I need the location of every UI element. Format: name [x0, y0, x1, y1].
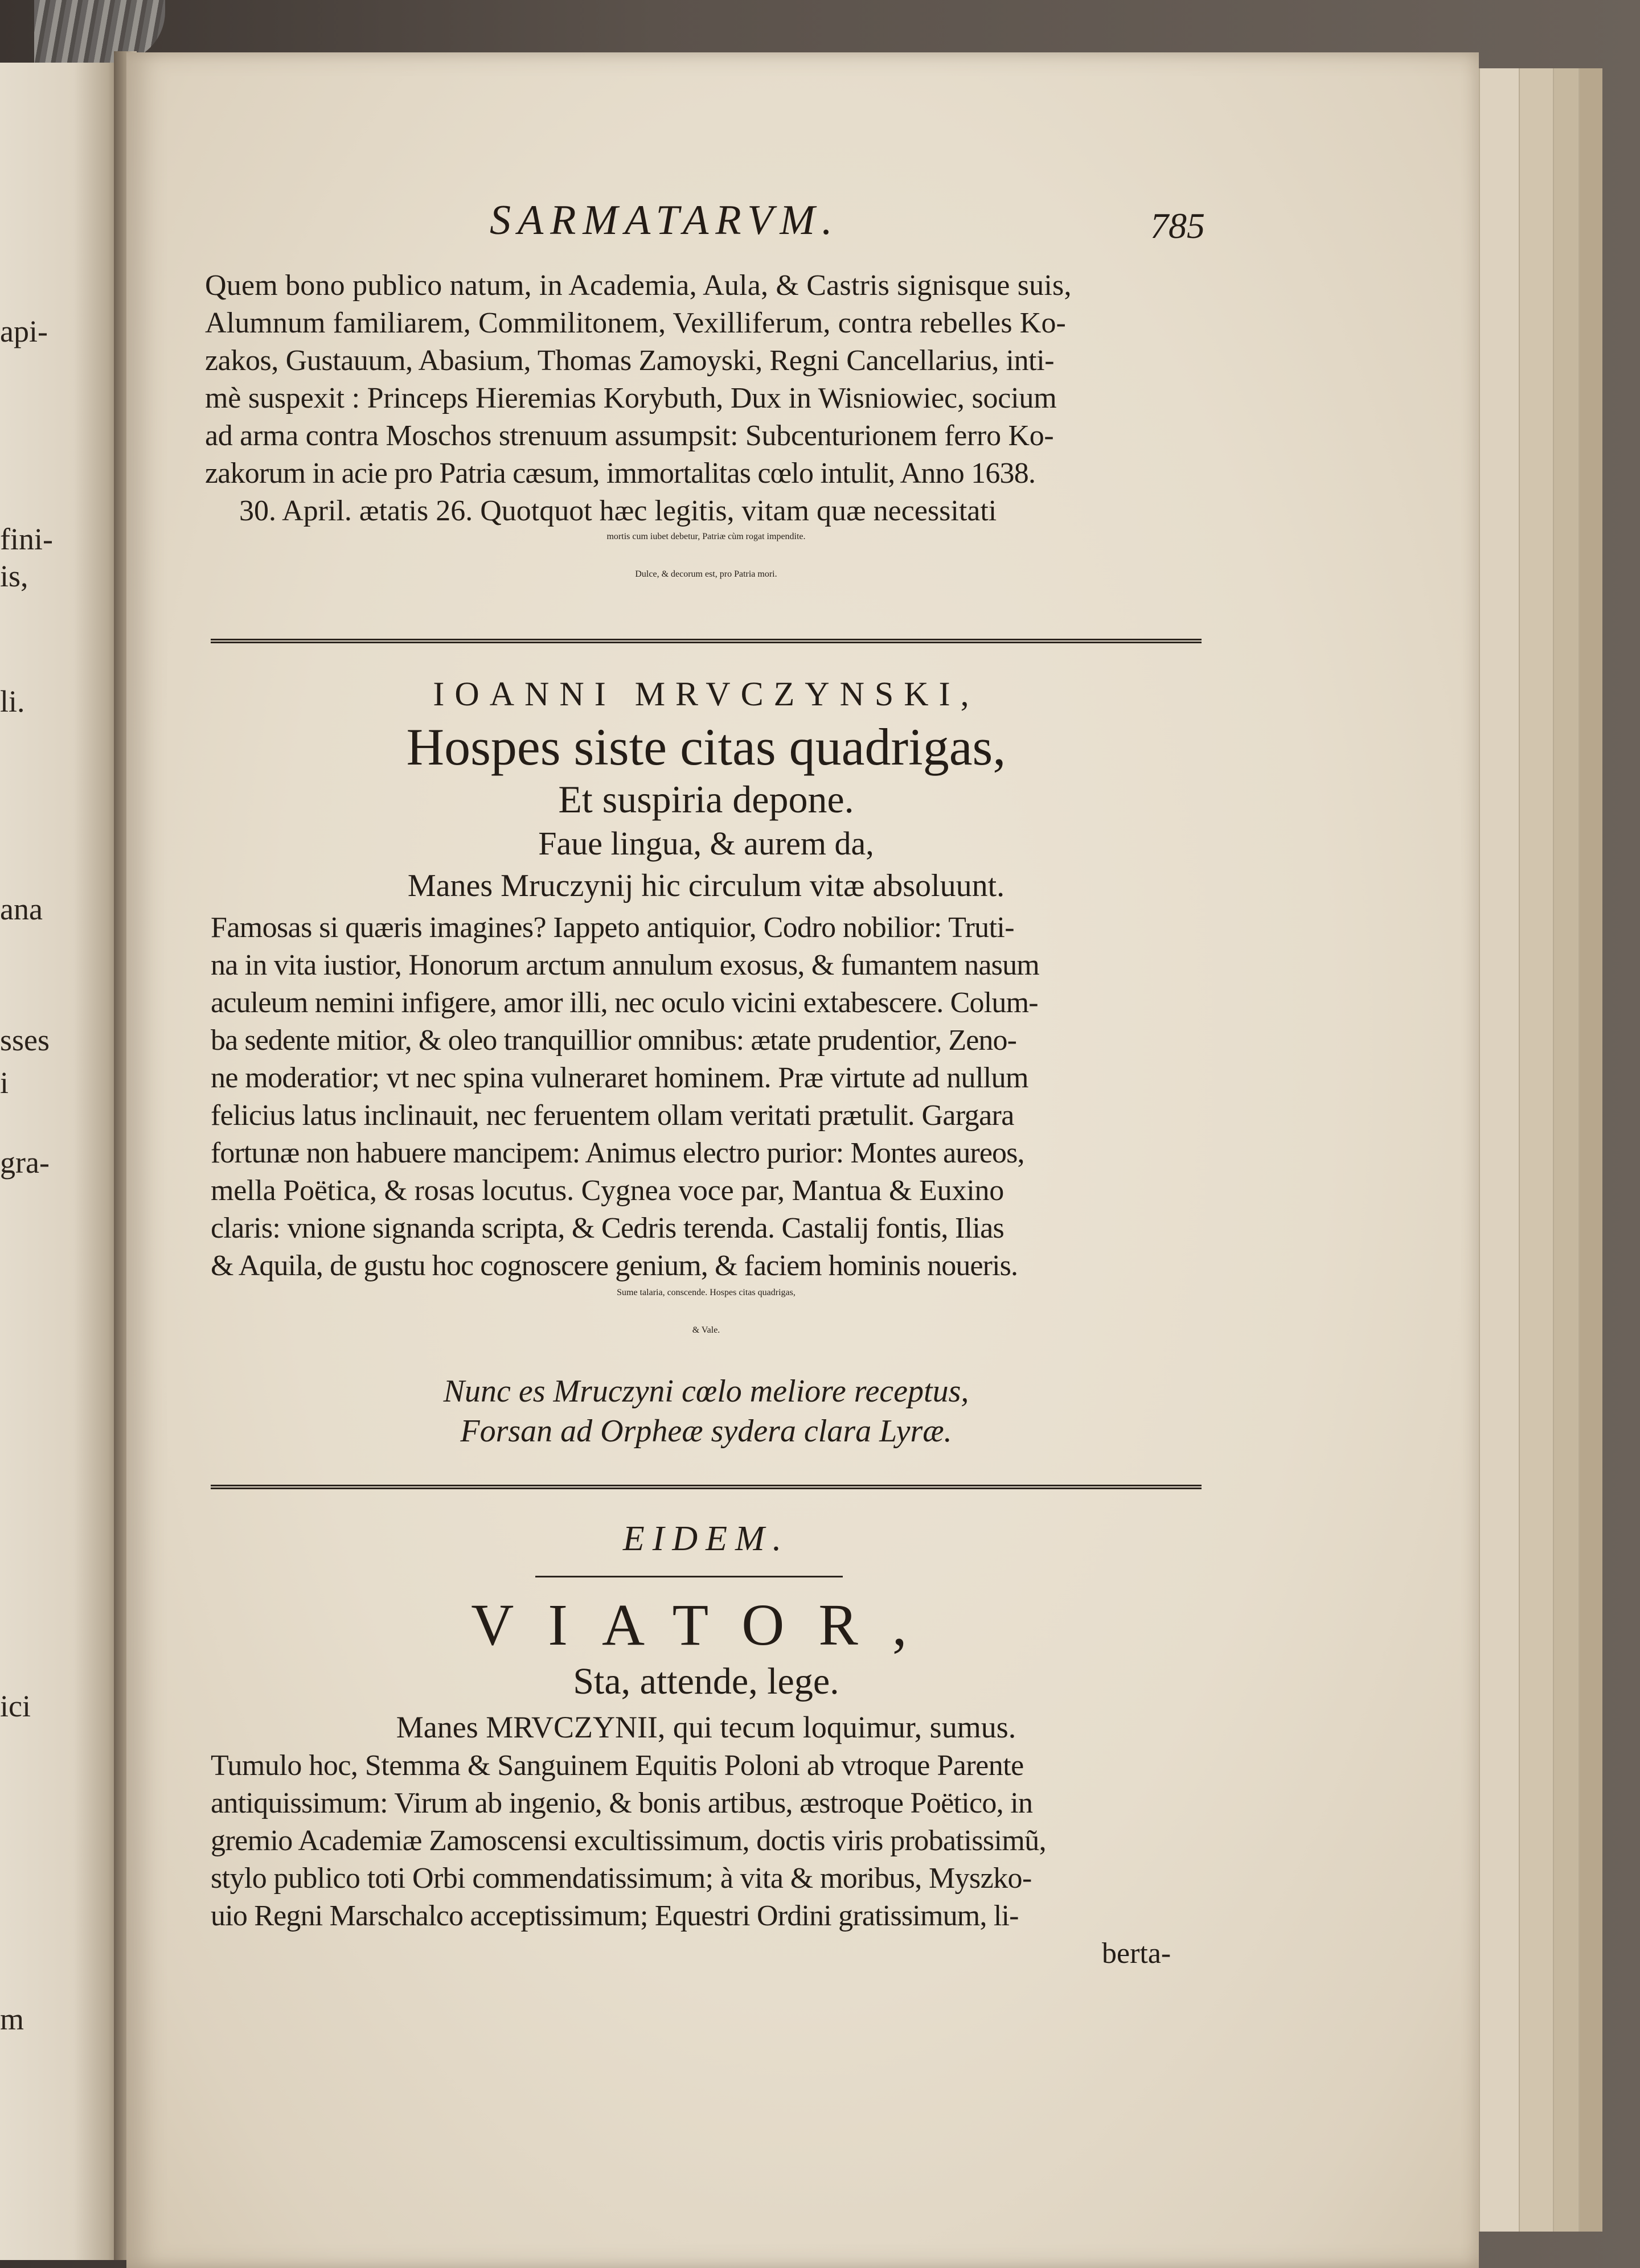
- section-heading: Hospes siste citas quadrigas,: [406, 718, 1006, 776]
- section-rule: [211, 1485, 1202, 1489]
- left-fragment: ici: [0, 1689, 31, 1723]
- text-line: ne moderatior; vt nec spina vulneraret hominem. Præ virtute ad nullum: [211, 1062, 1028, 1094]
- section-subheading: Sta, attende, lege.: [573, 1661, 839, 1702]
- running-title: SARMATARVM.: [490, 197, 839, 244]
- text-line: Quem bono publico natum, in Academia, Aula, & Castris signisque suis,: [205, 269, 1072, 302]
- left-fragment: sses: [0, 1023, 50, 1057]
- text-line: mè suspexit : Princeps Hieremias Korybuth, Dux in Wisniowiec, socium: [205, 382, 1057, 414]
- section-rule: [211, 639, 1202, 643]
- left-fragment: api-: [0, 314, 48, 348]
- text-line: Manes Mruczynij hic circulum vitæ absoluunt.: [407, 868, 1005, 903]
- text-line: Tumulo hoc, Stemma & Sanguinem Equitis Poloni ab vtroque Parente: [211, 1749, 1024, 1782]
- dedicatee-name: IOANNI MRVCZYNSKI,: [433, 675, 979, 713]
- section-subheading: Et suspiria depone.: [558, 778, 854, 821]
- text-line: zakos, Gustauum, Abasium, Thomas Zamoyski, Regni Cancellarius, inti-: [205, 344, 1055, 377]
- text-line: zakorum in acie pro Patria cæsum, immortalitas cœlo intulit, Anno 1638.: [205, 457, 1036, 490]
- text-line: Manes MRVCZYNII, qui tecum loquimur, sumus.: [396, 1710, 1016, 1744]
- text-line: & Aquila, de gustu hoc cognoscere genium, & faciem hominis noueris.: [211, 1250, 1018, 1282]
- catchword: berta-: [1102, 1937, 1171, 1970]
- text-line: mortis cum iubet debetur, Patriæ cùm rogat impendite.: [606, 532, 806, 541]
- text-line: ba sedente mitior, & oleo tranquillior omnibus: ætate prudentior, Zeno-: [211, 1024, 1017, 1057]
- text-line: antiquissimum: Virum ab ingenio, & bonis artibus, æstroque Poëtico, in: [211, 1787, 1033, 1819]
- left-fragment: fini-: [0, 522, 53, 556]
- page-edge: [1519, 68, 1554, 2232]
- text-line: 30. April. ætatis 26. Quotquot hæc legitis, vitam quæ necessitati: [239, 495, 997, 527]
- verse-line: Nunc es Mruczyni cœlo meliore receptus,: [443, 1374, 969, 1409]
- left-fragment: m: [0, 2002, 24, 2036]
- left-page: [0, 63, 122, 2260]
- verse-line: Forsan ad Orpheæ sydera clara Lyræ.: [460, 1414, 952, 1449]
- text-line: ad arma contra Moschos strenuum assumpsit: Subcenturionem ferro Ko-: [205, 420, 1054, 452]
- left-fragment: ana: [0, 892, 43, 926]
- left-fragment: li.: [0, 684, 25, 718]
- page-edge: [1479, 68, 1520, 2232]
- text-line: & Vale.: [692, 1325, 720, 1335]
- text-line: na in vita iustior, Honorum arctum annulum exosus, & fumantem nasum: [211, 949, 1039, 981]
- text-line: Famosas si quæris imagines? Iappeto antiquior, Codro nobilior: Truti-: [211, 911, 1014, 944]
- text-line: fortunæ non habuere mancipem: Animus electro purior: Montes aureos,: [211, 1137, 1024, 1169]
- title-rule: [535, 1576, 843, 1577]
- text-line: Dulce, & decorum est, pro Patria mori.: [635, 569, 777, 579]
- text-line: felicius latus inclinauit, nec feruentem ollam veritati prætulit. Gargara: [211, 1099, 1014, 1132]
- page-edge: [1553, 68, 1580, 2232]
- text-line: uio Regni Marschalco acceptissimum; Equestri Ordini gratissimum, li-: [211, 1900, 1019, 1932]
- text-line: stylo publico toti Orbi commendatissimum; à vita & moribus, Myszko-: [211, 1862, 1032, 1895]
- text-line: Faue lingua, & aurem da,: [538, 825, 874, 862]
- section-heading: VIATOR,: [471, 1592, 941, 1658]
- page-number: 785: [1150, 206, 1205, 246]
- left-fragment: gra-: [0, 1145, 50, 1180]
- page-edge: [1578, 68, 1602, 2232]
- text-line: aculeum nemini infigere, amor illi, nec oculo vicini extabescere. Colum-: [211, 987, 1038, 1019]
- left-fragment: is,: [0, 559, 28, 593]
- text-line: mella Poëtica, & rosas locutus. Cygnea voce par, Mantua & Euxino: [211, 1174, 1004, 1207]
- text-line: Sume talaria, conscende. Hospes citas quadrigas,: [617, 1288, 796, 1297]
- left-fragment: i: [0, 1066, 9, 1100]
- text-line: claris: vnione signanda scripta, & Cedris terenda. Castalij fontis, Ilias: [211, 1212, 1004, 1244]
- text-line: gremio Academiæ Zamoscensi excultissimum, doctis viris probatissimũ,: [211, 1825, 1046, 1857]
- section-title: EIDEM.: [622, 1519, 790, 1558]
- text-line: Alumnum familiarem, Commilitonem, Vexilliferum, contra rebelles Ko-: [205, 307, 1066, 339]
